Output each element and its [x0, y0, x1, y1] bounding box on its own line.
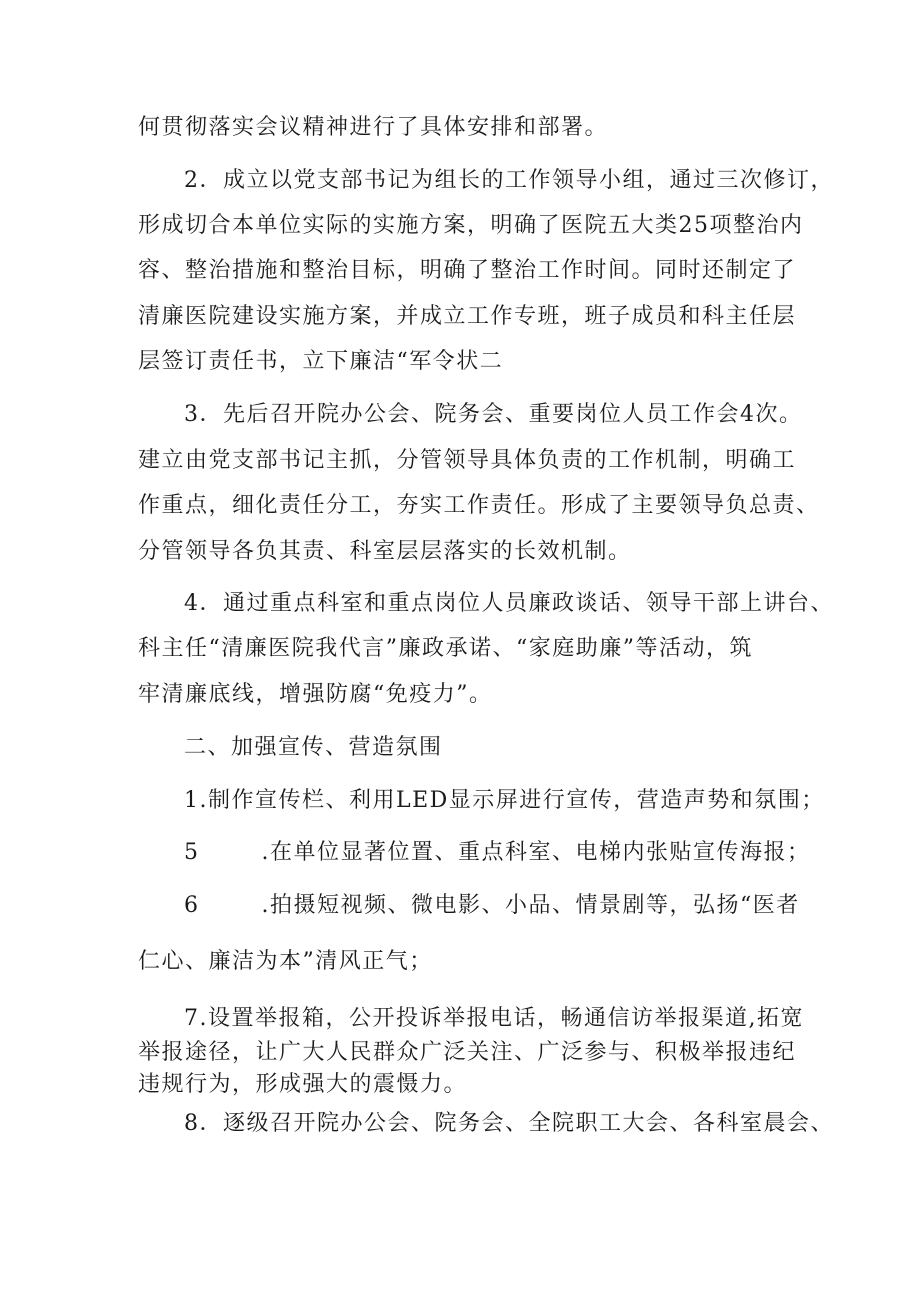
paragraph-line: 作重点，细化责任分工，夯实工作责任。形成了主要领导负总责、 [138, 493, 820, 518]
paragraph-line: 容、整治措施和整治目标，明确了整治工作时间。同时还制定了 [138, 258, 797, 283]
item-number: 6 [184, 893, 200, 918]
paragraph-line: 牢清廉底线，增强防腐“免疫力”。 [138, 682, 493, 707]
paragraph-line: 分管领导各负其责、科室层层落实的长效机制。 [138, 539, 632, 564]
paragraph-line: 违规行为，形成强大的震慑力。 [138, 1072, 468, 1097]
paragraph-line: 3．先后召开院办公会、院务会、重要岗位人员工作会4次。 [184, 402, 803, 427]
paragraph-line: 7.设置举报箱，公开投诉举报电话，畅通信访举报渠道,拓宽 [184, 1006, 804, 1031]
paragraph-line: .拍摄短视频、微电影、小品、情景剧等，弘扬“医者 [261, 893, 800, 918]
paragraph-line: 8．逐级召开院办公会、院务会、全院职工大会、各科室晨会、 [184, 1111, 834, 1136]
paragraph-line: 清廉医院建设实施方案，并成立工作专班，班子成员和科主任层 [138, 304, 797, 329]
paragraph-line: 1.制作宣传栏、利用LED显示屏进行宣传，营造声势和氛围； [184, 788, 825, 813]
paragraph-line: 科主任“清廉医院我代言”廉政承诺、“家庭助廉”等活动，筑 [138, 636, 753, 661]
paragraph-line: 4．通过重点科室和重点岗位人员廉政谈话、领导干部上讲台、 [184, 591, 834, 616]
paragraph-line: 2．成立以党支部书记为组长的工作领导小组，通过三次修订， [184, 168, 834, 193]
paragraph-line: 仁心、廉洁为本”清风正气； [138, 949, 433, 974]
section-heading: 二、加强宣传、营造氛围 [184, 735, 443, 760]
paragraph-line: 举报途径，让广大人民群众广泛关注、广泛参与、积极举报违纪 [138, 1040, 797, 1065]
item-number: 5 [184, 840, 200, 865]
paragraph-line: 何贯彻落实会议精神进行了具体安排和部署。 [138, 115, 609, 140]
paragraph-line: 形成切合本单位实际的实施方案，明确了医院五大类25项整治内 [138, 213, 804, 238]
numbered-item-6 [184, 891, 800, 921]
numbered-item-5 [184, 838, 811, 868]
paragraph-line: 层签订责任书，立下廉洁“军令状二 [138, 349, 504, 374]
paragraph-line: 建立由党支部书记主抓，分管领导具体负责的工作机制，明确工 [138, 448, 797, 473]
paragraph-line: .在单位显著位置、重点科室、电梯内张贴宣传海报； [261, 840, 811, 865]
